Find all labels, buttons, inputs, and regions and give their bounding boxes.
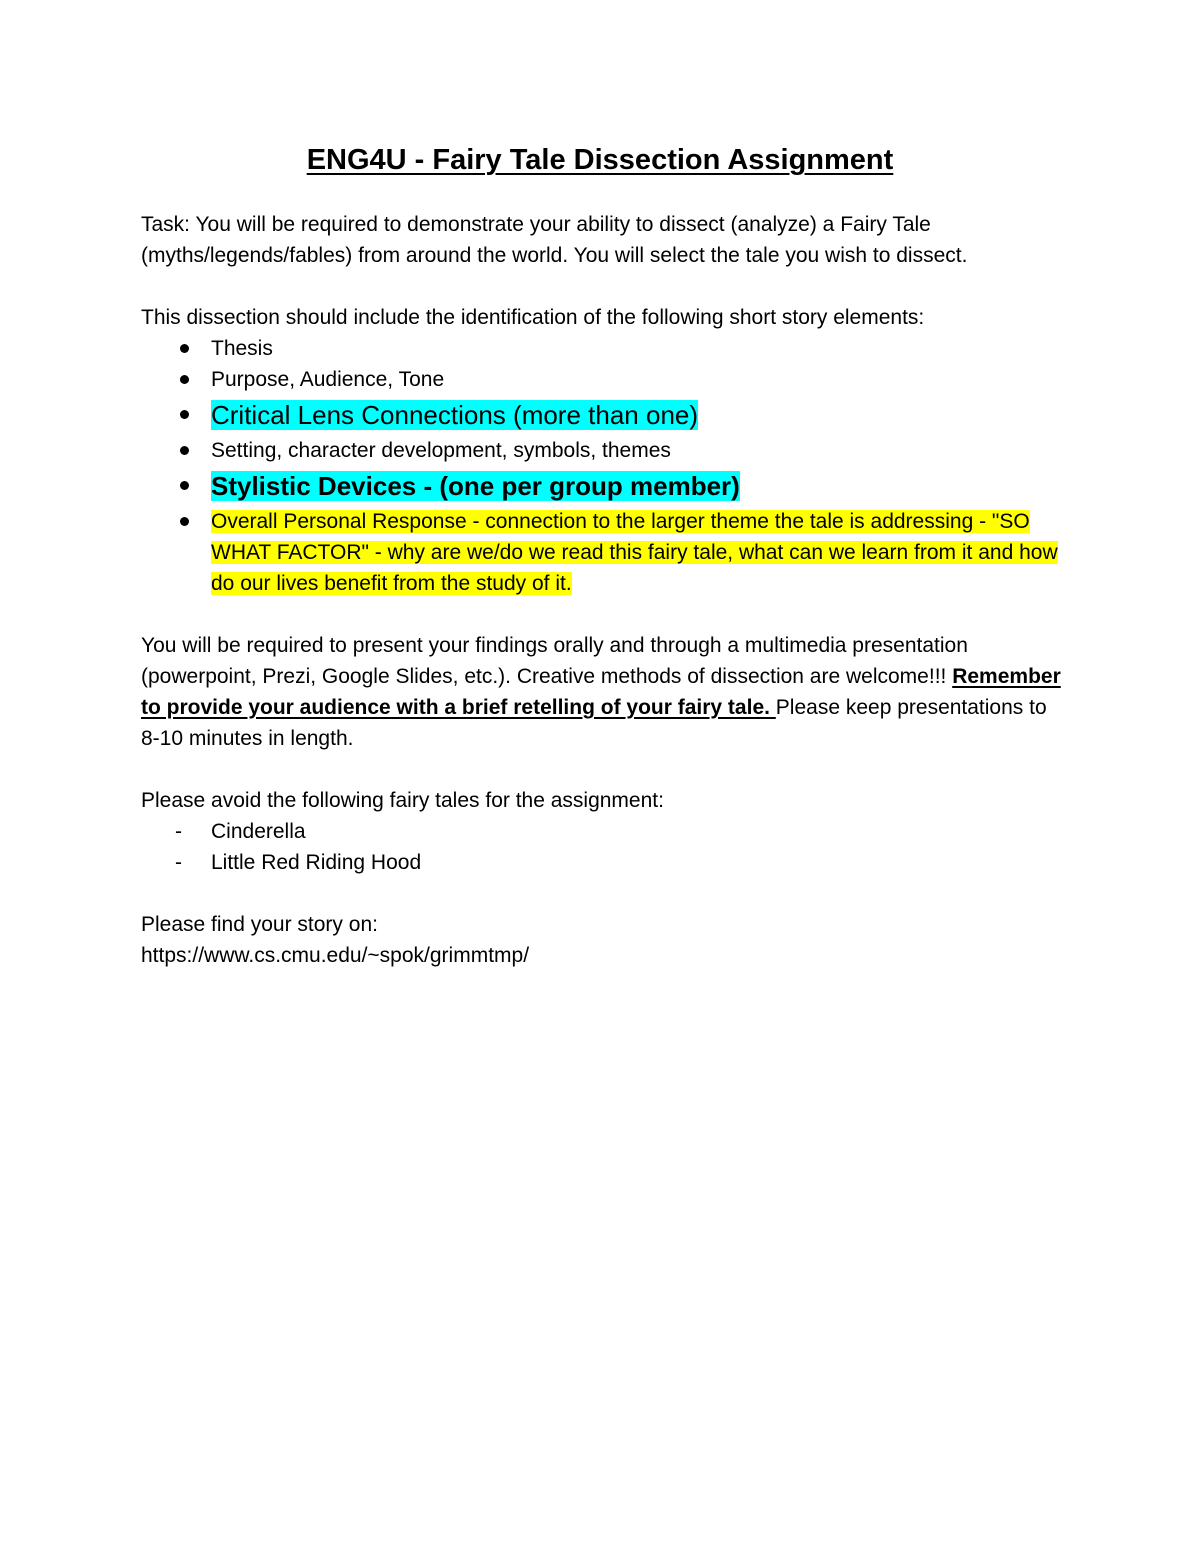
- avoid-item-label: Cinderella: [211, 820, 306, 843]
- bullet-icon: [180, 481, 189, 490]
- list-item-purpose: [141, 364, 1061, 395]
- avoid-list: [141, 816, 1061, 878]
- avoid-item-label: Little Red Riding Hood: [211, 851, 422, 874]
- bullet-icon: [180, 517, 189, 526]
- avoid-item: [141, 816, 1061, 847]
- elements-list: [141, 333, 1061, 599]
- list-item-label: Setting, character development, symbols, themes: [211, 439, 671, 462]
- find-intro: Please find your story on:: [141, 913, 378, 936]
- bullet-icon: [180, 375, 189, 384]
- presentation-paragraph: [141, 630, 1061, 754]
- list-item-stylistic: [141, 466, 1061, 506]
- story-link[interactable]: https://www.cs.cmu.edu/~spok/grimmtmp/: [141, 944, 530, 967]
- task-paragraph: Task: You will be required to demonstrate your ability to dissect (analyze) a Fairy Tale (myths/legends/fables) from around the world. You will select the tale you wish to dissect.: [141, 213, 968, 267]
- list-item-label: Thesis: [211, 337, 273, 360]
- spacer: [141, 599, 1061, 630]
- highlighted-label: Overall Personal Response - connection to the larger theme the tale is addressing - "SO WHAT FACTOR" - why are we/do we read this fairy tale, what can we learn from it and how do our lives benefit from the study of it.: [211, 510, 1058, 595]
- spacer: [141, 754, 1061, 785]
- presentation-length: Please keep presentations to 8-10 minutes in length.: [141, 696, 1047, 750]
- elements-intro: This dissection should include the identification of the following short story elements:: [141, 306, 925, 329]
- bullet-icon: [180, 446, 189, 455]
- list-item-critical-lens: [141, 395, 1061, 435]
- highlighted-label: Stylistic Devices - (one per group member): [211, 471, 740, 501]
- dash-icon: -: [175, 851, 182, 874]
- spacer: [141, 878, 1061, 909]
- list-item-thesis: [141, 333, 1061, 364]
- avoid-item: [141, 847, 1061, 878]
- presentation-emphasis: Remember to provide your audience with a brief retelling of your fairy tale.: [141, 665, 1061, 719]
- presentation-text: You will be required to present your findings orally and through a multimedia presentation (powerpoint, Prezi, Google Slides, etc.). Creative methods of dissection are welcome!!!: [141, 634, 968, 688]
- list-item-label: Purpose, Audience, Tone: [211, 368, 445, 391]
- list-item-response: [141, 506, 1061, 599]
- page-title: ENG4U - Fairy Tale Dissection Assignment: [306, 144, 894, 176]
- document-body: [141, 209, 1061, 971]
- list-item-setting: [141, 435, 1061, 466]
- spacer: [141, 271, 1061, 302]
- dash-icon: -: [175, 820, 182, 843]
- bullet-icon: [180, 344, 189, 353]
- bullet-icon: [180, 410, 189, 419]
- avoid-intro: Please avoid the following fairy tales for the assignment:: [141, 789, 664, 812]
- highlighted-label: Critical Lens Connections (more than one): [211, 400, 699, 430]
